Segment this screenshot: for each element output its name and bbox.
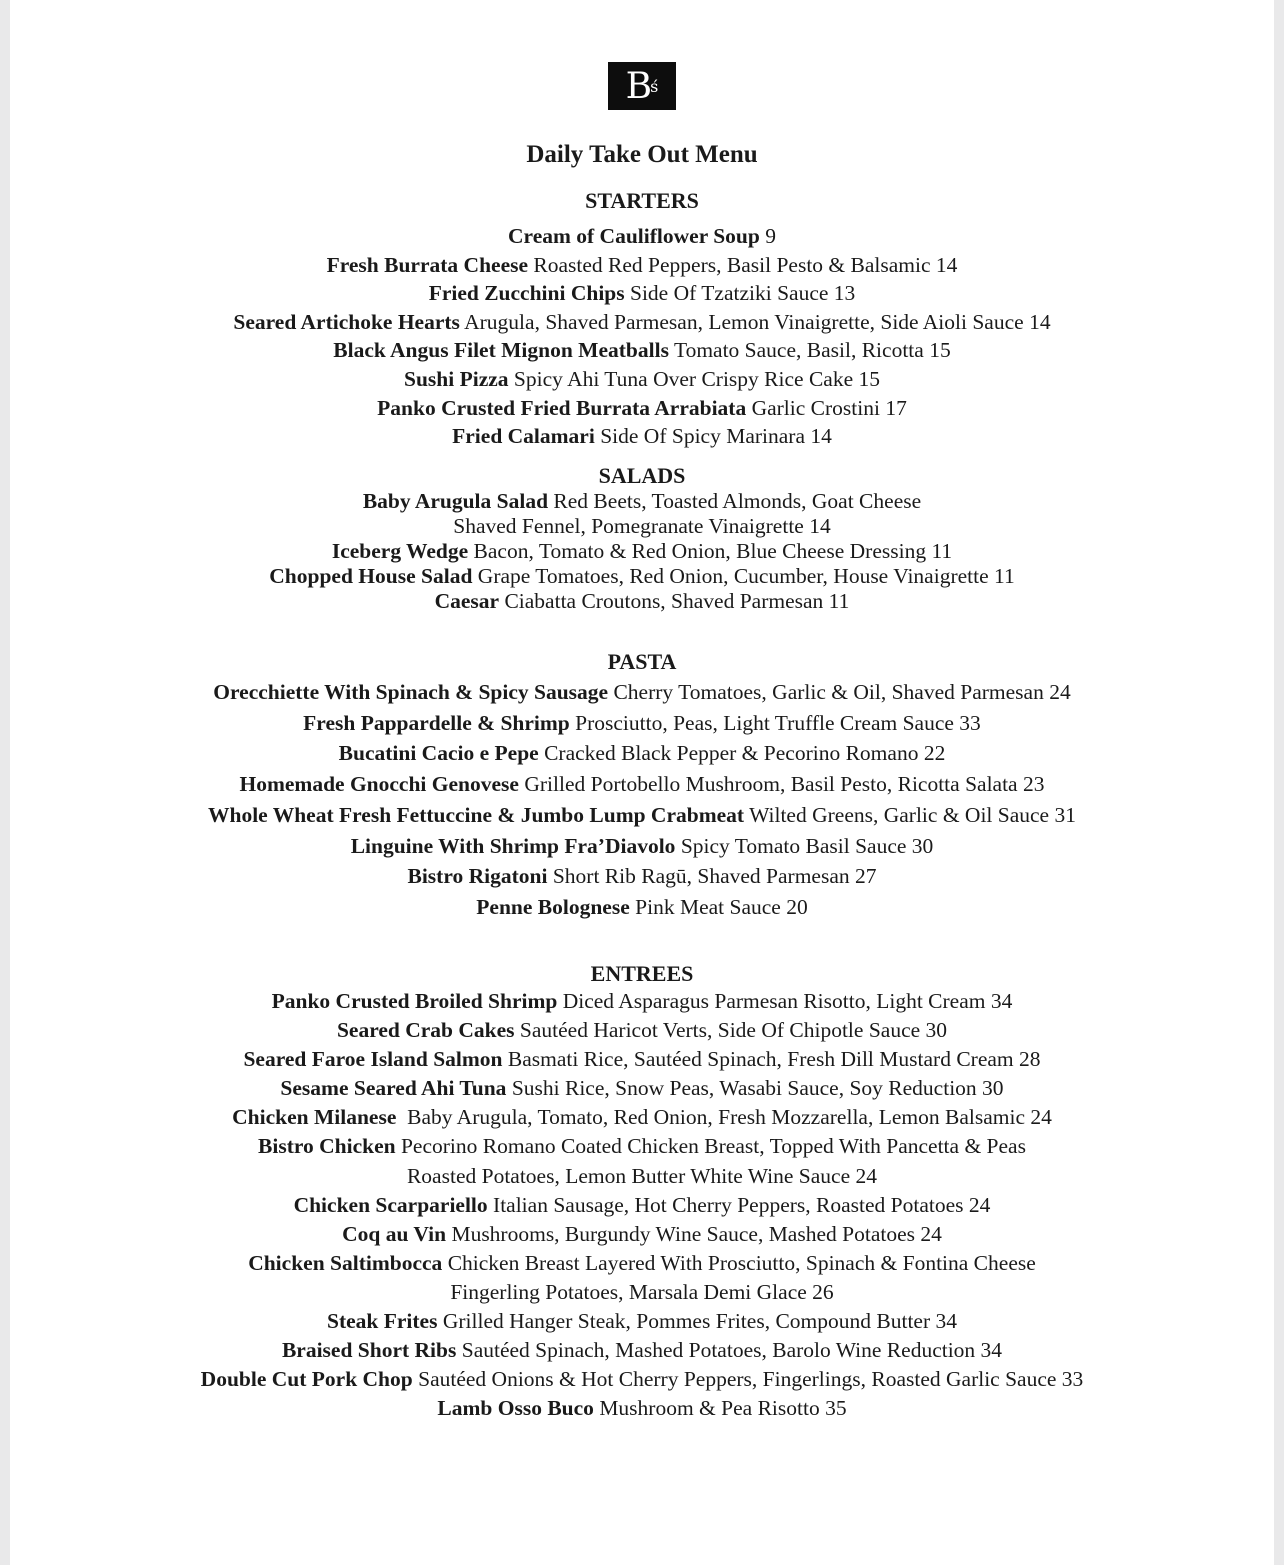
menu-item-description: Cherry Tomatoes, Garlic & Oil, Shaved Parmesan 24 [608, 680, 1071, 704]
logo-letter: B [625, 65, 649, 107]
menu-item-description: Baby Arugula, Tomato, Red Onion, Fresh Mozzarella, Lemon Balsamic 24 [396, 1105, 1052, 1130]
section-heading-entrees: ENTREES [590, 961, 694, 986]
salads-section [10, 463, 1274, 614]
menu-item [10, 1220, 1274, 1249]
page-title: Daily Take Out Menu [526, 141, 758, 168]
menu-item-description: Spicy Ahi Tuna Over Crispy Rice Cake 15 [508, 366, 880, 391]
menu-item-name: Iceberg Wedge [331, 539, 469, 563]
section-heading-starters: STARTERS [585, 188, 699, 213]
menu-item-description: Cracked Black Pepper & Pecorino Romano 22 [538, 741, 946, 766]
entrees-list [10, 987, 1274, 1423]
menu-item-description: Short Rib Ragū, Shaved Parmesan 27 [547, 864, 877, 889]
menu-item-description: Diced Asparagus Parmesan Risotto, Light Cream 34 [557, 989, 1013, 1013]
menu-item-name: Whole Wheat Fresh Fettuccine & Jumbo Lump Crabmeat [208, 802, 745, 827]
menu-item [10, 1103, 1274, 1132]
menu-item [10, 1016, 1274, 1045]
menu-item-description: Tomato Sauce, Basil, Ricotta 15 [668, 338, 951, 363]
menu-item-name: Penne Bolognese [476, 894, 630, 919]
menu-item-name: Sushi Pizza [404, 366, 509, 391]
menu-item-name: Panko Crusted Fried Burrata Arrabiata [377, 395, 747, 420]
menu-item-description: Mushroom & Pea Risotto 35 [593, 1396, 847, 1421]
menu-item [10, 1191, 1274, 1220]
menu-item-description: Sautéed Haricot Verts, Side Of Chipotle Sauce 30 [514, 1018, 948, 1043]
menu-item [10, 251, 1274, 280]
entrees-section [10, 961, 1274, 1423]
menu-item-name: Chicken Milanese [232, 1105, 397, 1130]
menu-item-name: Fried Zucchini Chips [428, 281, 625, 306]
menu-item-name: Chopped House Salad [269, 564, 473, 588]
section-heading-salads: SALADS [598, 463, 686, 488]
menu-item-name: Bistro Chicken [258, 1134, 396, 1159]
menu-item [10, 489, 1274, 514]
menu-item-name: Fried Calamari [452, 424, 595, 449]
menu-item-name: Lamb Osso Buco [437, 1396, 594, 1421]
menu-item [10, 308, 1274, 337]
menu-item [10, 336, 1274, 365]
menu-item [10, 394, 1274, 423]
menu-item-description: Side Of Tzatziki Sauce 13 [624, 281, 856, 306]
menu-item-name: Chicken Saltimbocca [248, 1250, 443, 1275]
menu-item-name: Seared Faroe Island Salmon [243, 1047, 503, 1072]
menu-item-name: Chicken Scarpariello [293, 1192, 488, 1217]
menu-item-description: Roasted Red Peppers, Basil Pesto & Balsamic 14 [528, 252, 958, 277]
menu-item [10, 831, 1274, 862]
menu-item [10, 1307, 1274, 1336]
menu-item [10, 800, 1274, 831]
menu-item-description: Side Of Spicy Marinara 14 [594, 424, 832, 449]
menu-item-description: Spicy Tomato Basil Sauce 30 [675, 833, 934, 858]
menu-item-description: 9 [759, 224, 776, 248]
menu-item-description: Arugula, Shaved Parmesan, Lemon Vinaigrette, Side Aioli Sauce 14 [459, 309, 1051, 334]
pasta-section [10, 649, 1274, 923]
menu-item [10, 1278, 1274, 1307]
menu-item-name: Cream of Cauliflower Soup [508, 224, 760, 248]
menu-item [10, 677, 1274, 708]
menu-item [10, 1394, 1274, 1423]
menu-item-name: Panko Crusted Broiled Shrimp [271, 989, 558, 1013]
menu-item [10, 1162, 1274, 1191]
menu-item [10, 514, 1274, 539]
menu-item-description: Bacon, Tomato & Red Onion, Blue Cheese Dressing 11 [468, 539, 953, 563]
menu-item-name: Bucatini Cacio e Pepe [338, 741, 539, 766]
menu-item-description: Ciabatta Croutons, Shaved Parmesan 11 [499, 589, 850, 613]
menu-item [10, 861, 1274, 892]
menu-item-description: Mushrooms, Burgundy Wine Sauce, Mashed Potatoes 24 [446, 1221, 942, 1246]
menu-item-name: Seared Crab Cakes [336, 1018, 515, 1043]
menu-item-description: Garlic Crostini 17 [746, 395, 907, 420]
menu-page [10, 0, 1274, 1565]
menu-item-description: Wilted Greens, Garlic & Oil Sauce 31 [744, 802, 1076, 827]
menu-item-description: Red Beets, Toasted Almonds, Goat Cheese [548, 489, 922, 513]
menu-item [10, 892, 1274, 923]
menu-item [10, 589, 1274, 614]
menu-item-name: Seared Artichoke Hearts [233, 309, 460, 334]
menu-item-name: Coq au Vin [342, 1221, 447, 1246]
menu-item-name: Sesame Seared Ahi Tuna [280, 1076, 507, 1101]
menu-item-description: Fingerling Potatoes, Marsala Demi Glace 26 [450, 1279, 834, 1304]
menu-item-description: Chicken Breast Layered With Prosciutto, Spinach & Fontina Cheese [442, 1250, 1036, 1275]
pasta-list [10, 677, 1274, 923]
menu-item-description: Pink Meat Sauce 20 [629, 894, 808, 919]
starters-list [10, 222, 1274, 451]
menu-item-description: Italian Sausage, Hot Cherry Peppers, Roasted Potatoes 24 [487, 1192, 991, 1217]
menu-item-description: Basmati Rice, Sautéed Spinach, Fresh Dill Mustard Cream 28 [502, 1047, 1041, 1072]
menu-item-name: Orecchiette With Spinach & Spicy Sausage [213, 680, 609, 704]
menu-item-description: Prosciutto, Peas, Light Truffle Cream Sauce 33 [569, 710, 981, 735]
menu-item [10, 738, 1274, 769]
menu-item-description: Sautéed Spinach, Mashed Potatoes, Barolo Wine Reduction 34 [456, 1338, 1003, 1363]
menu-item-name: Fresh Pappardelle & Shrimp [303, 710, 570, 735]
menu-item [10, 1074, 1274, 1103]
menu-item-name: Homemade Gnocchi Genovese [239, 772, 519, 797]
menu-item [10, 422, 1274, 451]
menu-item-name: Double Cut Pork Chop [200, 1367, 413, 1392]
menu-item [10, 708, 1274, 739]
menu-item [10, 1336, 1274, 1365]
menu-item-name: Black Angus Filet Mignon Meatballs [333, 338, 669, 363]
menu-item [10, 769, 1274, 800]
menu-item-description: Pecorino Romano Coated Chicken Breast, Topped With Pancetta & Peas [395, 1134, 1026, 1159]
menu-item-name: Fresh Burrata Cheese [326, 252, 529, 277]
menu-item [10, 1045, 1274, 1074]
starters-section [10, 188, 1274, 451]
menu-item-description: Grilled Portobello Mushroom, Basil Pesto, Ricotta Salata 23 [518, 772, 1045, 797]
menu-item-name: Linguine With Shrimp Fra’Diavolo [350, 833, 676, 858]
menu-item [10, 1249, 1274, 1278]
logo-mark: ś [650, 76, 659, 96]
menu-item-name: Caesar [434, 589, 500, 613]
menu-item-name: Baby Arugula Salad [362, 489, 549, 513]
menu-item [10, 564, 1274, 589]
menu-item [10, 1132, 1274, 1161]
menu-item [10, 987, 1274, 1016]
menu-item [10, 539, 1274, 564]
menu-item-description: Roasted Potatoes, Lemon Butter White Wine Sauce 24 [406, 1163, 878, 1188]
menu-item-description: Sautéed Onions & Hot Cherry Peppers, Fingerlings, Roasted Garlic Sauce 33 [412, 1367, 1084, 1392]
menu-item-name: Steak Frites [327, 1309, 438, 1334]
menu-item-description: Grape Tomatoes, Red Onion, Cucumber, House Vinaigrette 11 [472, 564, 1015, 588]
menu-item [10, 1365, 1274, 1394]
salads-list [10, 489, 1274, 614]
menu-item-description: Shaved Fennel, Pomegranate Vinaigrette 14 [453, 514, 831, 538]
menu-item [10, 279, 1274, 308]
section-heading-pasta: PASTA [607, 649, 677, 674]
menu-item-name: Braised Short Ribs [281, 1338, 457, 1363]
menu-item [10, 365, 1274, 394]
menu-item-description: Grilled Hanger Steak, Pommes Frites, Compound Butter 34 [437, 1309, 957, 1334]
menu-item-description: Sushi Rice, Snow Peas, Wasabi Sauce, Soy Reduction 30 [506, 1076, 1004, 1101]
menu-item [10, 222, 1274, 251]
restaurant-logo [608, 62, 676, 110]
menu-item-name: Bistro Rigatoni [407, 864, 548, 889]
